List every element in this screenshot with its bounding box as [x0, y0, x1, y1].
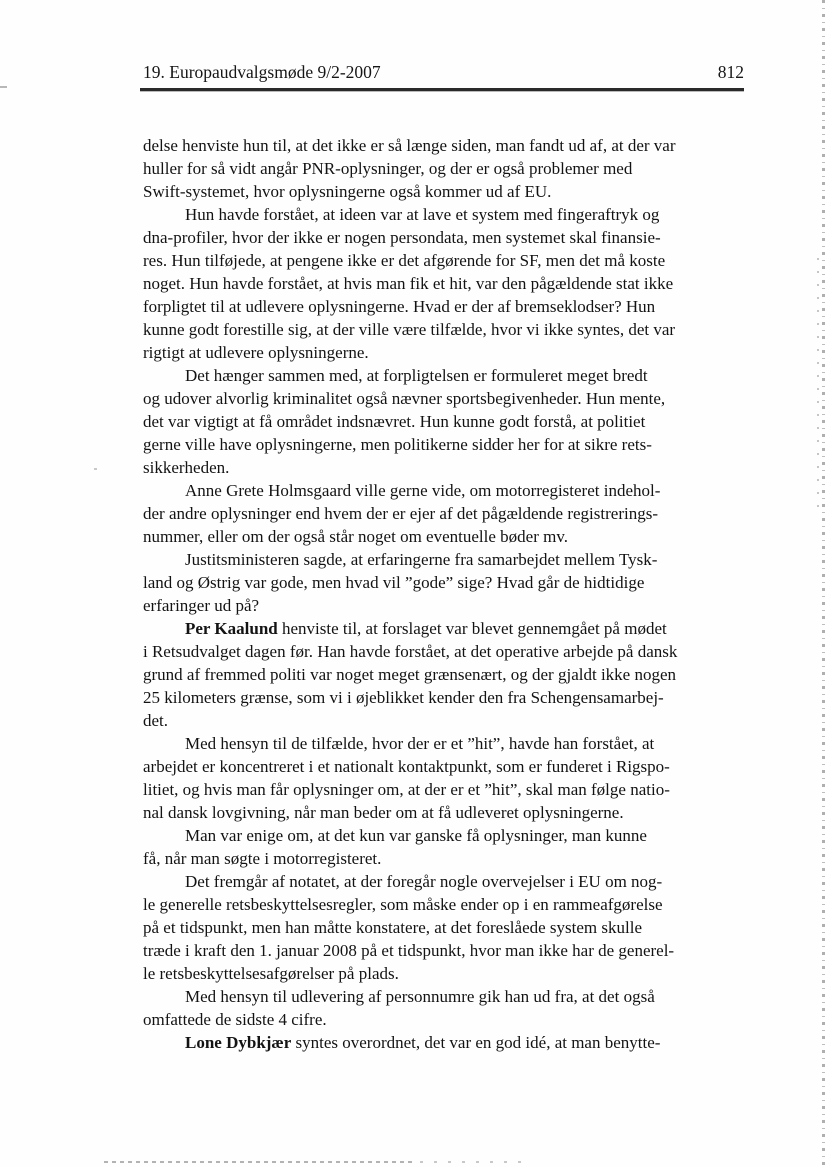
paragraph	[143, 203, 747, 364]
text-line	[143, 709, 747, 732]
paragraph	[143, 1031, 747, 1054]
document-body	[143, 134, 747, 1054]
speaker-name: Per Kaalund	[185, 619, 278, 638]
text-segment: Anne Grete Holmsgaard ville gerne vide, om motorregisteret indehol-	[185, 481, 661, 500]
text-line	[143, 824, 747, 847]
text-line	[143, 755, 747, 778]
text-segment: Man var enige om, at det kun var ganske få oplysninger, man kunne	[185, 826, 647, 845]
text-segment: i Retsudvalget dagen før. Han havde forstået, at det operative arbejde på dansk	[143, 642, 678, 661]
text-line	[143, 548, 747, 571]
text-segment: 25 kilometers grænse, som vi i øjeblikket kender den fra Schengensamarbej-	[143, 688, 664, 707]
paragraph	[143, 364, 747, 479]
text-segment: grund af fremmed politi var noget meget grænsenært, og der gjaldt ikke nogen	[143, 665, 677, 684]
speaker-name: Lone Dybkjær	[185, 1033, 292, 1052]
text-line	[143, 249, 747, 272]
paragraph	[143, 824, 747, 870]
header-rule	[140, 88, 744, 91]
text-segment: Justitsministeren sagde, at erfaringerne fra samarbejdet mellem Tysk-	[185, 550, 658, 569]
scan-noise-left-dash	[0, 86, 7, 88]
text-line	[143, 686, 747, 709]
text-line	[143, 732, 747, 755]
text-line	[143, 847, 747, 870]
text-line	[143, 387, 747, 410]
text-line	[143, 617, 747, 640]
text-segment: forpligtet til at udlevere oplysningerne. Hvad er der af bremseklodser? Hun	[143, 297, 656, 316]
text-segment: litiet, og hvis man får oplysninger om, at der er et ”hit”, skal man følge natio-	[143, 780, 670, 799]
text-line	[143, 318, 747, 341]
text-line	[143, 134, 747, 157]
scan-noise-right-dots	[817, 258, 819, 518]
paragraph	[143, 732, 747, 824]
text-line	[143, 663, 747, 686]
text-segment: nal dansk lovgivning, når man beder om at få udleveret oplysningerne.	[143, 803, 624, 822]
text-segment: Med hensyn til de tilfælde, hvor der er et ”hit”, havde han forstået, at	[185, 734, 655, 753]
text-segment: træde i kraft den 1. januar 2008 på et tidspunkt, hvor man ikke har de generel-	[143, 941, 675, 960]
text-segment: noget. Hun havde forstået, at hvis man fik et hit, var den pågældende stat ikke	[143, 274, 674, 293]
text-segment: det var vigtigt at få området indsnævret. Hun kunne godt forstå, at politiet	[143, 412, 646, 431]
text-line	[143, 502, 747, 525]
text-line	[143, 410, 747, 433]
text-line	[143, 364, 747, 387]
text-line	[143, 180, 747, 203]
text-segment: delse henviste hun til, at det ikke er så længe siden, man fandt ud af, at der var	[143, 136, 676, 155]
text-segment: res. Hun tilføjede, at pengene ikke er det afgørende for SF, men det må koste	[143, 251, 666, 270]
text-segment: henviste til, at forslaget var blevet gennemgået på mødet	[277, 619, 667, 638]
text-line	[143, 226, 747, 249]
text-segment: gerne ville have oplysningerne, men politikerne sidder her for at sikre rets-	[143, 435, 652, 454]
text-line	[143, 640, 747, 663]
text-segment: rigtigt at udlevere oplysningerne.	[143, 343, 369, 362]
text-line	[143, 985, 747, 1008]
page-number: 812	[717, 62, 744, 82]
text-line	[143, 801, 747, 824]
text-line	[143, 203, 747, 226]
page-header	[143, 62, 744, 83]
text-line	[143, 456, 747, 479]
text-segment: dna-profiler, hvor der ikke er nogen persondata, men systemet skal finansie-	[143, 228, 661, 247]
text-segment: kunne godt forestille sig, at der ville være tilfælde, hvor vi ikke syntes, det var	[143, 320, 676, 339]
text-segment: Med hensyn til udlevering af personnumre gik han ud fra, at det også	[185, 987, 655, 1006]
text-line	[143, 962, 747, 985]
text-segment: Hun havde forstået, at ideen var at lave et system med fingeraftryk og	[185, 205, 660, 224]
text-segment: og udover alvorlig kriminalitet også nævner sportsbegivenheder. Hun mente,	[143, 389, 666, 408]
text-line	[143, 341, 747, 364]
text-segment: Swift-systemet, hvor oplysningerne også kommer ud af EU.	[143, 182, 552, 201]
paragraph	[143, 870, 747, 985]
paragraph	[143, 617, 747, 732]
text-segment: nummer, eller om der også står noget om eventuelle bøder mv.	[143, 527, 568, 546]
text-segment: omfattede de sidste 4 cifre.	[143, 1010, 327, 1029]
text-line	[143, 479, 747, 502]
scan-noise-speck	[94, 468, 97, 470]
paragraph	[143, 548, 747, 617]
text-segment: arbejdet er koncentreret i et nationalt kontaktpunkt, som er funderet i Rigspo-	[143, 757, 670, 776]
text-segment: Det fremgår af notatet, at der foregår nogle overvejelser i EU om nog-	[185, 872, 663, 891]
text-line	[143, 939, 747, 962]
text-segment: syntes overordnet, det var en god idé, at man benytte-	[291, 1033, 661, 1052]
text-segment: det.	[143, 711, 169, 730]
text-segment: le generelle retsbeskyttelsesregler, som måske ender op i en rammeafgørelse	[143, 895, 663, 914]
text-line	[143, 1008, 747, 1031]
text-segment: huller for så vidt angår PNR-oplysninger, og der er også problemer med	[143, 159, 633, 178]
text-segment: land og Østrig var gode, men hvad vil ”gode” sige? Hvad går de hidtidige	[143, 573, 645, 592]
text-line	[143, 893, 747, 916]
scan-noise-bottom-line	[104, 1161, 414, 1163]
text-segment: få, når man søgte i motorregisteret.	[143, 849, 382, 868]
text-segment: erfaringer ud på?	[143, 596, 260, 615]
text-segment: der andre oplysninger end hvem der er ejer af det pågældende registrerings-	[143, 504, 658, 523]
text-segment: på et tidspunkt, men han måtte konstatere, at det foreslåede system skulle	[143, 918, 642, 937]
paragraph	[143, 479, 747, 548]
text-line	[143, 870, 747, 893]
text-line	[143, 571, 747, 594]
text-line	[143, 778, 747, 801]
paragraph	[143, 134, 747, 203]
text-line	[143, 1031, 747, 1054]
text-line	[143, 525, 747, 548]
text-line	[143, 272, 747, 295]
text-segment: Det hænger sammen med, at forpligtelsen er formuleret meget bredt	[185, 366, 648, 385]
header-title: 19. Europaudvalgsmøde 9/2-2007	[143, 62, 381, 82]
text-segment: sikkerheden.	[143, 458, 230, 477]
text-line	[143, 916, 747, 939]
text-line	[143, 157, 747, 180]
text-line	[143, 433, 747, 456]
text-line	[143, 295, 747, 318]
text-segment: le retsbeskyttelsesafgørelser på plads.	[143, 964, 399, 983]
paragraph	[143, 985, 747, 1031]
scan-noise-bottom-line-2	[420, 1161, 530, 1163]
text-line	[143, 594, 747, 617]
